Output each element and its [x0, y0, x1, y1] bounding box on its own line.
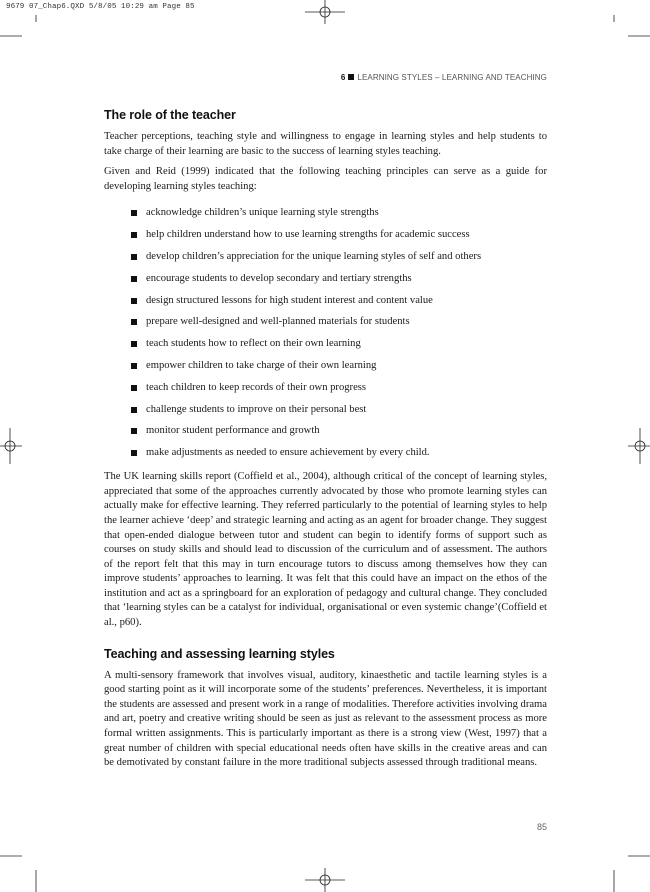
- square-bullet-icon: [131, 254, 137, 260]
- section-heading-role-of-teacher: The role of the teacher: [104, 108, 236, 122]
- page-number: 85: [536, 822, 547, 832]
- running-head-title: LEARNING STYLES – LEARNING AND TEACHING: [357, 73, 547, 82]
- list-item: challenge students to improve on their personal best: [131, 403, 547, 417]
- list-item: prepare well-designed and well-planned materials for students: [131, 315, 547, 329]
- square-bullet-icon: [131, 276, 137, 282]
- square-bullet-icon: [131, 210, 137, 216]
- square-bullet-icon: [131, 363, 137, 369]
- square-bullet-icon: [131, 298, 137, 304]
- list-item: help children understand how to use learning strengths for academic success: [131, 228, 547, 242]
- square-bullet-icon: [131, 341, 137, 347]
- list-item: acknowledge children’s unique learning style strengths: [131, 206, 547, 220]
- list-item: make adjustments as needed to ensure achievement by every child.: [131, 446, 547, 460]
- list-item: teach students how to reflect on their own learning: [131, 337, 547, 351]
- square-bullet-icon: [131, 428, 137, 434]
- list-item: design structured lessons for high student interest and content value: [131, 294, 547, 308]
- registration-mark-right: [628, 428, 650, 464]
- list-item: encourage students to develop secondary and tertiary strengths: [131, 272, 547, 286]
- teaching-principles-list: [104, 206, 547, 460]
- paragraph: Given and Reid (1999) indicated that the following teaching principles can serve as a guide for developing learning styles teaching:: [104, 166, 547, 192]
- square-bullet-icon: [131, 450, 137, 456]
- square-bullet-icon: [131, 407, 137, 413]
- chapter-number: 6: [340, 73, 346, 82]
- paragraph: Teacher perceptions, teaching style and willingness to engage in learning styles and help students to take charge of their learning are basic to the success of learning styles teaching.: [104, 131, 547, 157]
- list-item: develop children’s appreciation for the unique learning styles of self and others: [131, 250, 547, 264]
- square-bullet-icon: [131, 385, 137, 391]
- paragraph: The UK learning skills report (Coffield et al., 2004), although critical of the concept of learning styles, appreciated that some of the approaches currently advocated by those who promote learning styles can actually make for effective learning. They referred particularly to the potential of learning styles to help the learner achieve ‘deep’ and strategic learning and acting as an agent for broader change. They suggest that open-ended dialogue between tutor and student can begin to identify forms of support such as courses on study skills and should lead to discussion of the curriculum and of assessment. The authors of the report felt that this may in turn encourage tutors to discuss among themselves how they can improve students’ approaches to learning. It was felt that this could have an impact on the ethos of the institution and act as a springboard for an exploration of pedagogy and cultural change. They concluded that ‘learning styles can be a catalyst for individual, organisational or even systemic change’(Coffield et al., p60).: [104, 471, 547, 629]
- registration-mark-top: [305, 0, 345, 24]
- paragraph: A multi-sensory framework that involves visual, auditory, kinaesthetic and tactile learning styles is a good starting point as it will incorporate some of the students’ preferences. Nevertheless, it is important the students are assessed and present work in a range of modalities. Therefore activities involving drama and art, poetry and creative writing should be seen as just as relevant to the assessment process as more formal written assignments. This is particularly important as there is a strong view (West, 1997) that a great number of children with special educational needs often have skills in the creative areas and can be demotivated by constant failure in the more traditional subjects assessed through traditional means.: [104, 669, 547, 769]
- list-item: teach children to keep records of their own progress: [131, 381, 547, 395]
- square-bullet-icon: [131, 319, 137, 325]
- page-body: [104, 108, 547, 777]
- registration-mark-bottom: [305, 868, 345, 892]
- square-bullet-icon: [131, 232, 137, 238]
- list-item: empower children to take charge of their own learning: [131, 359, 547, 373]
- print-slug: 9679 07_Chap6.QXD 5/8/05 10:29 am Page 85: [6, 3, 195, 11]
- section-heading-teaching-assessing: Teaching and assessing learning styles: [104, 646, 335, 661]
- square-bullet-icon: [348, 74, 354, 80]
- registration-mark-left: [0, 428, 22, 464]
- list-item: monitor student performance and growth: [131, 424, 547, 438]
- running-head: [341, 73, 547, 82]
